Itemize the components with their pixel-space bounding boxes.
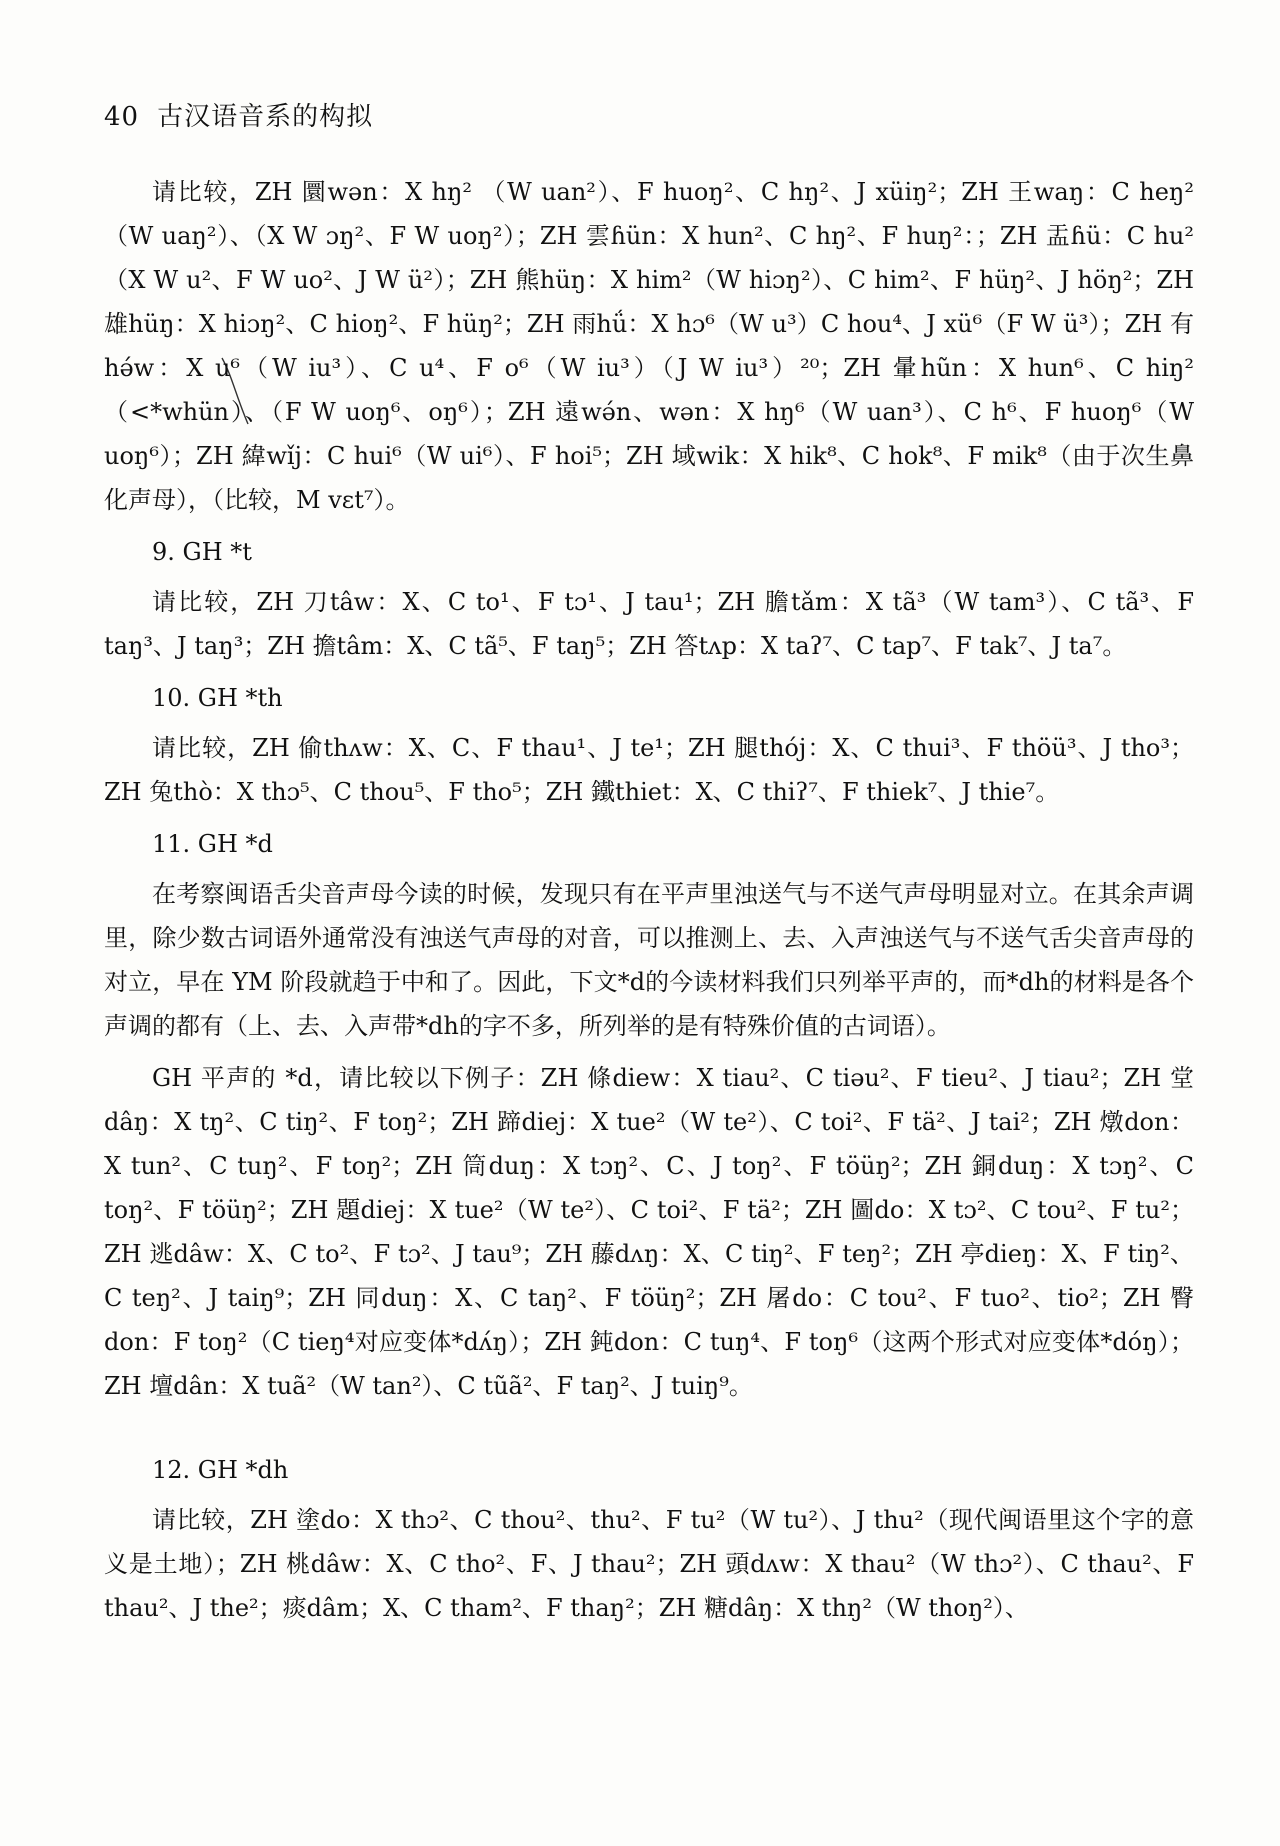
paragraph-comparison-d: GH 平声的 *d，请比较以下例子：ZH 條diew：X tiau²、C tiəu²、F tieu²、J tiau²；ZH 堂dâŋ：X tŋ²、C tiŋ²、F toŋ²；ZH 蹄diej：X tue²（W te²）、C toi²、F tä²、J tai²；ZH 燉don：X tun²、C tuŋ²、F toŋ²；ZH 筒duŋ：X tɔŋ²、C、J toŋ²、F töüŋ²；ZH 銅duŋ：X tɔŋ²、C toŋ²、F töüŋ²；ZH 題diej：X tue²（W te²）、C toi²、F tä²；ZH 圖do：X tɔ²、C tou²、F tu²；ZH 逃dâw：X、C to²、F tɔ²、J tau⁹；ZH 藤dʌŋ：X、C tiŋ²、F teŋ²；ZH 亭dieŋ：X、F tiŋ²、C teŋ²、J taiŋ⁹；ZH 同duŋ：X、C taŋ²、F töüŋ²；ZH 屠do：C tou²、F tuo²、tio²；ZH 臀don：F toŋ²（C tieŋ⁴对应变体*dʌ́ŋ）；ZH 鈍don：C tuŋ⁴、F toŋ⁶（这两个形式对应变体*dóŋ）；ZH 壇dân：X tuã²（W tan²）、C tũã²、F taŋ²、J tuiŋ⁹。: [104, 1064, 1194, 1400]
book-title: 古汉语音系的构拟: [157, 102, 374, 132]
section-heading-12: 12. GH *dh: [152, 1456, 289, 1484]
page-number: 40: [104, 102, 140, 132]
paragraph-comparison-t: 请比较，ZH 刀tâw：X、C to¹、F tɔ¹、J tau¹；ZH 膽tǎm：X tã³（W tam³）、C tã³、F taŋ³、J taŋ³；ZH 擔tâm：X、C tã⁵、F taŋ⁵；ZH 答tʌp：X taʔ⁷、C tap⁷、F tak⁷、J ta⁷。: [104, 588, 1194, 660]
paragraph-comparison-th: 请比较，ZH 偷thʌw：X、C、F thau¹、J te¹；ZH 腿thój：X、C thui³、F thöü³、J tho³；ZH 兔thò：X thɔ⁵、C thou⁵、F tho⁵；ZH 鐵thiet：X、C thiʔ⁷、F thiek⁷、J thie⁷。: [104, 734, 1194, 806]
paragraph-comparison-dh: 请比较，ZH 塗do：X thɔ²、C thou²、thu²、F tu²（W tu²）、J thu²（现代闽语里这个字的意义是土地）；ZH 桃dâw：X、C tho²、F、J thau²；ZH 頭dʌw：X thau²（W thɔ²）、C thau²、F thau²、J the²；痰dâm；X、C tham²、F thaŋ²；ZH 糖dâŋ：X thŋ²（W thoŋ²）、: [104, 1506, 1194, 1622]
running-head: [104, 96, 373, 133]
section-heading-11: 11. GH *d: [152, 830, 273, 858]
section-heading-10: 10. GH *th: [152, 684, 283, 712]
paragraph-comparison-w: 请比较，ZH 圜wən：X hŋ² （W uan²）、F huoŋ²、C hŋ²、J xüiŋ²；ZH 王waŋ：C heŋ²（W uaŋ²）、（X W ɔŋ²、F W uoŋ²）；ZH 雲ɦün：X hun²、C hŋ²、F huŋ²：；ZH 盂ɦü：C hu²（X W u²、F W uo²、J W ü²）；ZH 熊hüŋ：X him²（W hiɔŋ²）、C him²、F hüŋ²、J höŋ²；ZH 雄hüŋ：X hiɔŋ²、C hioŋ²、F hüŋ²；ZH 雨hǘ：X hɔ⁶（W u³）C hou⁴、J xü⁶（F W ü³）；ZH 有hə́w：X u⁶（W iu³）、C u⁴、F o⁶（W iu³）（J W iu³）²⁰；ZH 暈hũn：X hun⁶、C hiŋ²（<*whün）、（F W uoŋ⁶、oŋ⁶）；ZH 遠wə́n、wən：X hŋ⁶（W uan³）、C h⁶、F huoŋ⁶（W uoŋ⁶）；ZH 緯wǐj：C hui⁶（W ui⁶）、F hoi⁵；ZH 域wik：X hik⁸、C hok⁸、F mik⁸（由于次生鼻化声母），（比较，M vɛt⁷）。: [104, 178, 1194, 514]
body-text: [104, 170, 1194, 1638]
paragraph-d-discussion: 在考察闽语舌尖音声母今读的时候，发现只有在平声里浊送气与不送气声母明显对立。在其余声调里，除少数古词语外通常没有浊送气声母的对音，可以推测上、去、入声浊送气与不送气舌尖音声母的对立，早在 YM 阶段就趋于中和了。因此，下文*d的今读材料我们只列举平声的，而*dh的材料是各个声调的都有（上、去、入声带*dh的字不多，所列举的是有特殊价值的古词语）。: [104, 880, 1194, 1040]
section-heading-9: 9. GH *t: [152, 538, 252, 566]
